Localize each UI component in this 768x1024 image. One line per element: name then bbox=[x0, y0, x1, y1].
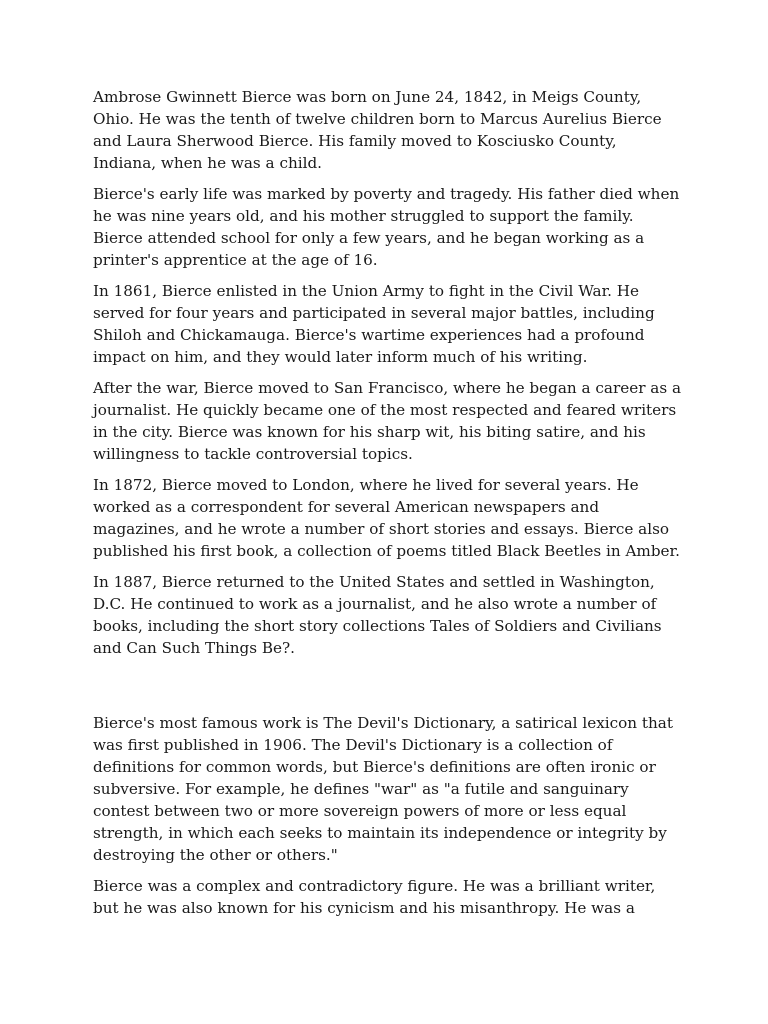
paragraph-birth: Ambrose Gwinnett Bierce was born on June 24, 1842, in Meigs County, Ohio. He was the tenth of twelve children born to Marcus Aurelius Bierce and Laura Sherwood Bierce. His family moved to Kosciusko County, Indiana, when he was a child. bbox=[93, 88, 662, 172]
paragraph-early-life: Bierce's early life was marked by poverty and tragedy. His father died when he was nine years old, and his mother struggled to support the family. Bierce attended school for only a few years, and he began working as a printer's apprentice at the age of 16. bbox=[93, 185, 680, 269]
paragraph-washington: In 1887, Bierce returned to the United States and settled in Washington, D.C. He continued to work as a journalist, and he also wrote a number of books, including the short story collections Tales of Soldiers and Civilians and Can Such Things Be?. bbox=[93, 573, 662, 657]
paragraph-gap bbox=[93, 668, 683, 712]
paragraph-san-francisco: After the war, Bierce moved to San Francisco, where he began a career as a journalist. He quickly became one of the most respected and feared writers in the city. Bierce was known for his sharp wit, his biting satire, and his willingness to tackle controversial topics. bbox=[93, 379, 682, 463]
paragraph-devils-dictionary: Bierce's most famous work is The Devil's Dictionary, a satirical lexicon that was first published in 1906. The Devil's Dictionary is a collection of definitions for common words, but Bierce's definitions are often ironic or subversive. For example, he defines "war" as "a futile and sanguinary contest between two or more sovereign powers of more or less equal strength, in which each seeks to maintain its independence or integrity by destroying the other or others." bbox=[93, 714, 673, 864]
paragraph-civil-war: In 1861, Bierce enlisted in the Union Army to fight in the Civil War. He served for four years and participated in several major battles, including Shiloh and Chickamauga. Bierce's wartime experiences had a profound impact on him, and they would later inform much of his writing. bbox=[93, 282, 655, 366]
document-body bbox=[93, 86, 683, 928]
paragraph-london: In 1872, Bierce moved to London, where he lived for several years. He worked as a correspondent for several American newspapers and magazines, and he wrote a number of short stories and essays. Bierce also published his first book, a collection of poems titled Black Beetles in Amber. bbox=[93, 476, 680, 560]
paragraph-complex-figure: Bierce was a complex and contradictory figure. He was a brilliant writer, but he was also known for his cynicism and his misanthropy. He was a bbox=[93, 877, 656, 917]
